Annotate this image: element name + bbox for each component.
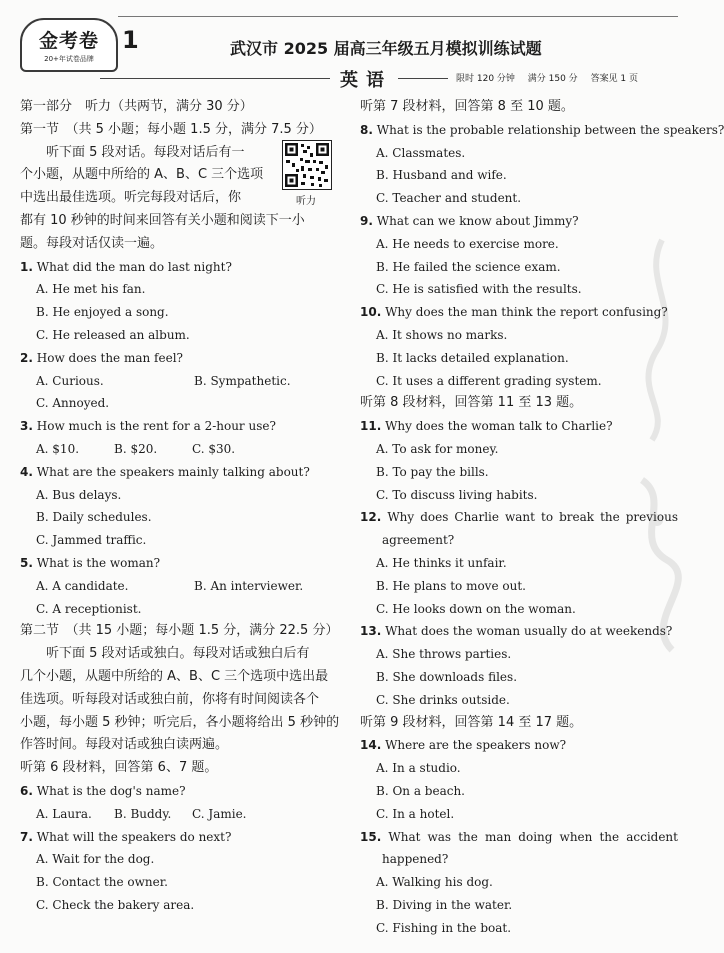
answer-option[interactable]: C. Fishing in the boat. [376,920,512,935]
answer-option[interactable]: A. $10. [36,441,80,456]
answer-option[interactable]: B. He failed the science exam. [376,259,561,274]
answer-option[interactable]: B. Daily schedules. [36,510,152,525]
answer-option[interactable]: A. He thinks it unfair. [376,555,507,570]
question-4 [20,461,342,484]
instruction-line: 几个小题，从题中所给的 A、B、C 三个选项中选出最 [20,668,329,684]
answer-option[interactable]: C. Jamie. [192,806,247,821]
answer-option[interactable]: A. To ask for money. [376,441,499,456]
qr-label: 听力 [296,196,316,207]
question-number: 14. [360,738,382,753]
answer-option[interactable]: A. He needs to exercise more. [376,236,559,251]
logo-subtitle: 20+年试卷品牌 [44,55,94,63]
answer-option[interactable]: B. Sympathetic. [194,373,291,388]
question-14 [360,734,678,757]
calligraphy-watermark-icon [612,220,692,680]
instruction-line: 作答时间。每段对话或独白读两遍。 [20,737,229,753]
section1-heading: 第一节 （共 5 小题；每小题 1.5 分，满分 7.5 分） [20,121,322,137]
instruction-line: 个小题，从题中所给的 A、B、C 三个选项 [20,167,264,183]
answer-option[interactable]: B. $20. [114,441,158,456]
question-2 [20,347,342,370]
question-number: 10. [360,305,382,320]
answer-option[interactable]: A. Bus delays. [36,487,122,502]
question-number: 4. [20,464,33,479]
brand-logo [20,18,118,72]
question-text: What does the woman usually do at weekends? [385,624,673,639]
instruction-line: 小题，每小题 5 秒钟；听完后，各小题将给出 5 秒钟的 [20,714,340,730]
question-text: Why does Charlie want to break the previous [387,510,678,525]
question-text-continued: agreement? [382,533,455,548]
exam-info [456,71,648,84]
question-text: Why does the man think the report confusing? [385,305,668,320]
question-text: Why does the woman talk to Charlie? [385,419,613,434]
question-number: 11. [360,419,382,434]
header-divider-left [100,78,330,79]
question-text: What can we know about Jimmy? [376,213,579,228]
material-9-heading: 听第 9 段材料，回答第 14 至 17 题。 [360,714,583,730]
exam-title: 武汉市 2025 届高三年级五月模拟训练试题 [230,39,542,58]
section2-instructions [20,643,342,757]
answer-option[interactable]: B. He plans to move out. [376,578,526,593]
question-3 [20,415,342,438]
question-1 [20,256,342,279]
full-score: 满分 150 分 [527,74,578,84]
answer-option[interactable]: C. In a hotel. [376,806,455,821]
question-number: 12. [360,510,382,525]
material-7-heading: 听第 7 段材料，回答第 8 至 10 题。 [360,99,574,114]
answer-options-row [20,438,342,461]
logo-text: 金考卷 [38,30,99,52]
question-text: What did the man do last night? [36,259,232,274]
section2-heading: 第二节 （共 15 小题；每小题 1.5 分，满分 22.5 分） [20,623,339,639]
question-text: What was the man doing when the accident [388,829,678,844]
answer-option[interactable]: C. Teacher and student. [376,191,522,206]
material-8-heading: 听第 8 段材料，回答第 11 至 13 题。 [360,395,583,411]
question-number: 3. [20,419,33,434]
section1-instructions [20,142,342,256]
header-divider-mid [398,78,448,79]
answer-option[interactable]: A. Curious. [36,373,104,388]
question-7 [20,826,342,849]
question-number: 5. [20,555,33,570]
issue-number: 1 [122,26,139,54]
instruction-line: 听下面 5 段对话或独白。每段对话或独白后有 [46,646,310,662]
question-number: 6. [20,783,33,798]
question-number: 8. [360,122,373,137]
instruction-line: 都有 10 秒钟的时间来回答有关小题和阅读下一小 [20,212,305,228]
answer-option[interactable]: A. Walking his dog. [376,875,493,890]
question-15 [360,826,678,849]
header-top-rule [118,16,678,17]
instruction-line: 中选出最佳选项。听完每段对话后，你 [20,190,242,206]
answer-option[interactable]: C. A receptionist. [36,601,142,616]
answer-option[interactable]: C. Check the bakery area. [36,897,195,912]
question-number: 2. [20,350,33,365]
question-text: What is the probable relationship between the speakers? [376,122,724,137]
question-number: 15. [360,829,382,844]
answer-option[interactable]: A. A candidate. [36,578,129,593]
answer-options-row [20,803,342,826]
question-number: 1. [20,259,33,274]
answer-option[interactable]: C. $30. [192,441,236,456]
question-6 [20,780,342,803]
answer-option[interactable]: A. She throws parties. [376,647,512,662]
answer-option[interactable]: B. On a beach. [376,783,465,798]
answer-option[interactable]: B. An interviewer. [194,578,304,593]
question-number: 7. [20,829,33,844]
answer-option[interactable]: A. Laura. [36,806,92,821]
instruction-line: 题。每段对话仅读一遍。 [20,235,164,251]
question-text-continued: happened? [382,852,449,867]
question-8 [360,119,724,142]
answer-option[interactable]: B. She downloads files. [376,669,518,684]
subject-title: 英语 [340,70,392,91]
left-column [20,96,342,917]
answer-options-row [20,370,342,393]
answer-reference: 答案见 1 页 [590,74,639,84]
answer-options-row [20,575,342,598]
answer-option[interactable]: B. Diving in the water. [376,897,513,912]
answer-option[interactable]: C. He released an album. [36,327,190,342]
question-text: What is the dog's name? [36,783,186,798]
answer-option[interactable]: C. To discuss living habits. [376,487,538,502]
question-text: How much is the rent for a 2-hour use? [36,419,276,434]
answer-option[interactable]: A. In a studio. [376,761,461,776]
instruction-line: 听下面 5 段对话。每段对话后有一 [46,144,245,160]
time-limit: 限时 120 分钟 [456,74,515,84]
answer-option[interactable]: C. He is satisfied with the results. [376,282,582,297]
answer-option[interactable]: C. It uses a different grading system. [376,373,602,388]
page-header [0,0,689,90]
question-number: 9. [360,213,373,228]
question-text: What are the speakers mainly talking about? [36,464,310,479]
answer-option[interactable]: B. Buddy. [114,806,172,821]
answer-option[interactable]: B. It lacks detailed explanation. [376,350,569,365]
answer-option[interactable]: C. She drinks outside. [376,692,510,707]
question-5 [20,552,342,575]
material-6-heading: 听第 6 段材料，回答第 6、7 题。 [20,760,218,776]
answer-option[interactable]: B. Husband and wife. [376,168,507,183]
answer-option[interactable]: C. Annoyed. [36,396,110,411]
question-text: What is the woman? [36,555,161,570]
answer-option[interactable]: A. It shows no marks. [376,327,508,342]
instruction-line: 佳选项。听每段对话或独白前，你将有时间阅读各个 [20,691,320,707]
question-number: 13. [360,624,382,639]
question-text: How does the man feel? [36,350,183,365]
answer-option[interactable]: C. Jammed traffic. [36,533,147,548]
answer-option[interactable]: A. Wait for the dog. [36,852,155,867]
part-heading: 第一部分 听力（共两节，满分 30 分） [20,99,253,114]
answer-option[interactable]: C. He looks down on the woman. [376,601,576,616]
answer-option[interactable]: A. Classmates. [376,145,466,160]
answer-option[interactable]: B. Contact the owner. [36,875,168,890]
answer-option[interactable]: B. He enjoyed a song. [36,305,169,320]
answer-option[interactable]: B. To pay the bills. [376,464,489,479]
answer-option[interactable]: A. He met his fan. [36,282,146,297]
question-text: Where are the speakers now? [385,738,567,753]
question-text: What will the speakers do next? [36,829,232,844]
